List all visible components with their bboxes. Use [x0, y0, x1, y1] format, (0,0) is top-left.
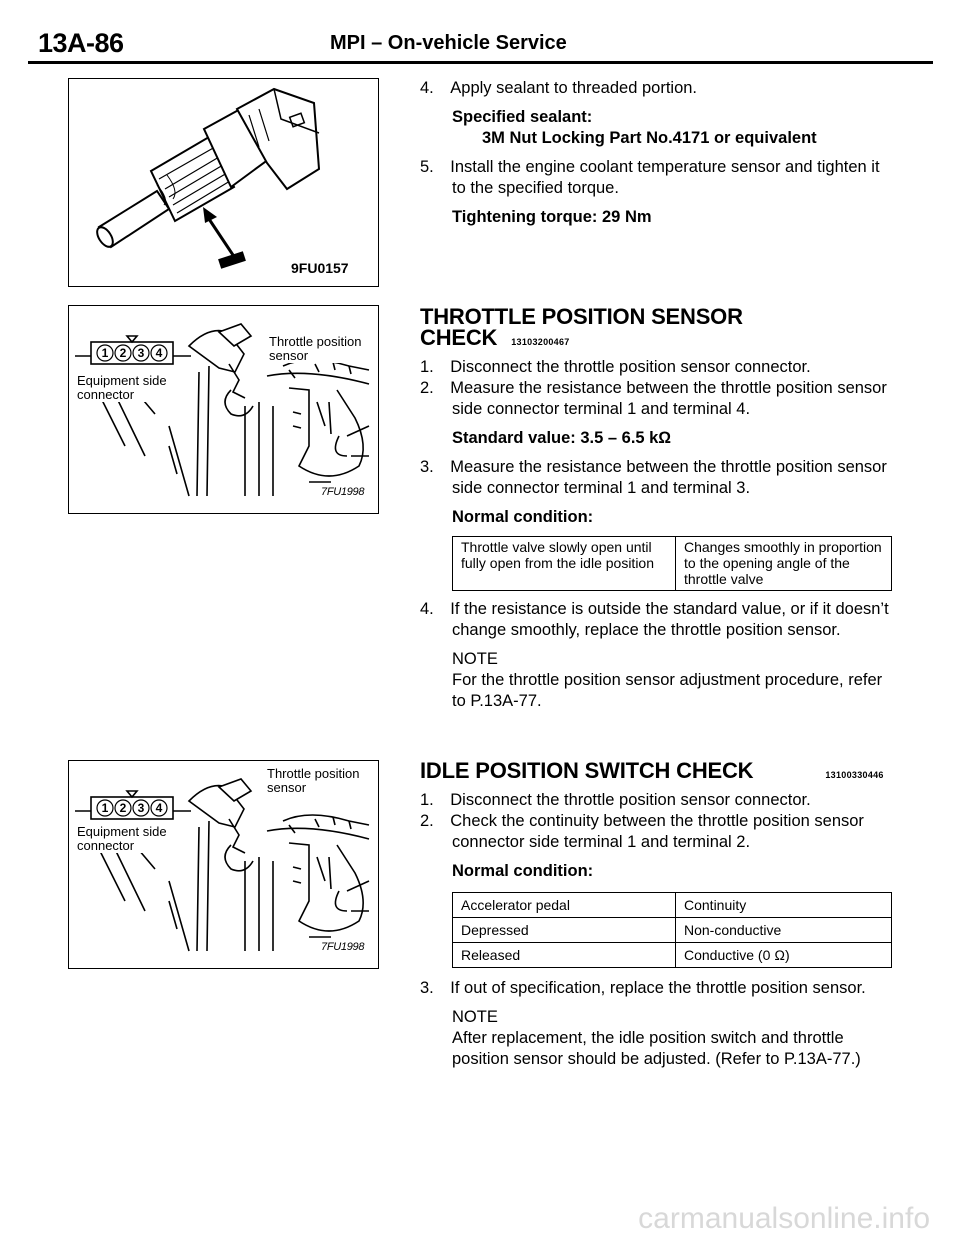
terminal-label: 4: [155, 346, 163, 360]
terminal-label: 4: [155, 801, 163, 815]
table-row: [453, 537, 892, 591]
tightening-torque: Tightening torque: 29 Nm: [452, 208, 652, 226]
normal-condition-table: [452, 536, 892, 591]
terminal-label: 2: [119, 346, 127, 360]
standard-value: Standard value: 3.5 – 6.5 kΩ: [452, 429, 672, 447]
note-label: NOTE: [452, 1008, 498, 1026]
step-1: 1. Disconnect the throttle position sensor connector.: [420, 791, 811, 809]
step-4: 4. If the resistance is outside the standard value, or if it doesn’t change smoothly, replace the throttle position sensor.: [420, 600, 889, 639]
table-cell: Non-conductive: [676, 918, 892, 943]
section-heading: THROTTLE POSITION SENSOR CHECK 13103200467: [420, 304, 743, 350]
note-text: After replacement, the idle position switch and throttle position sensor should be adjusted. (Refer to P.13A-77.): [452, 1029, 861, 1068]
figure-code: 7FU1998: [321, 941, 365, 953]
label-throttle-position-sensor: Throttle position sensor: [269, 335, 375, 363]
watermark: carmanualsonline.info: [638, 1202, 930, 1235]
step-2: 2. Measure the resistance between the throttle position sensor side connector terminal 1 and terminal 4.: [420, 379, 887, 418]
section-coolant-install: [420, 78, 892, 228]
table-cell: Conductive (0 Ω): [676, 943, 892, 968]
section-ips-check: [420, 760, 892, 1070]
note-text: For the throttle position sensor adjustment procedure, refer to P.13A-77.: [452, 671, 883, 710]
table-cell: Released: [453, 943, 676, 968]
header-rule: [28, 61, 933, 64]
step-4: 4. Apply sealant to threaded portion.: [420, 79, 698, 97]
sealant-value: 3M Nut Locking Part No.4171 or equivalent: [482, 129, 817, 147]
figure-tps-connector-1: [68, 305, 379, 514]
figure-code: 9FU0157: [291, 260, 349, 276]
step-3: 3. Measure the resistance between the throttle position sensor side connector terminal 1 and terminal 3.: [420, 458, 887, 497]
coolant-sensor-illustration: [69, 79, 378, 286]
terminal-label: 1: [101, 346, 109, 360]
table-row: [453, 918, 892, 943]
section-code: 13103200467: [511, 337, 570, 347]
normal-condition-label: Normal condition:: [452, 862, 594, 880]
figure-tps-connector-2: [68, 760, 379, 969]
terminal-label: 2: [119, 801, 127, 815]
figure-code: 7FU1998: [321, 486, 365, 498]
table-row: [453, 893, 892, 918]
section-code: 13100330446: [825, 770, 884, 780]
table-cell: Changes smoothly in proportion to the opening angle of the throttle valve: [676, 537, 892, 591]
normal-condition-table: [452, 892, 892, 968]
terminal-label: 3: [137, 346, 145, 360]
page-title: MPI – On-vehicle Service: [330, 32, 567, 54]
step-2: 2. Check the continuity between the throttle position sensor connector side terminal 1 and terminal 2.: [420, 812, 864, 851]
label-equipment-side-connector: Equipment side connector: [77, 825, 187, 853]
normal-condition-label: Normal condition:: [452, 508, 594, 526]
step-3: 3. If out of specification, replace the throttle position sensor.: [420, 979, 866, 997]
table-row: [453, 943, 892, 968]
step-5: 5. Install the engine coolant temperature sensor and tighten it to the specified torque.: [420, 158, 880, 197]
label-throttle-position-sensor: Throttle position sensor: [267, 767, 373, 795]
section-tps-check: [420, 306, 892, 712]
terminal-label: 3: [137, 801, 145, 815]
note-label: NOTE: [452, 650, 498, 668]
sealant-label: Specified sealant:: [452, 108, 593, 126]
terminal-label: 1: [101, 801, 109, 815]
table-cell: Accelerator pedal: [453, 893, 676, 918]
label-equipment-side-connector: Equipment side connector: [77, 374, 187, 402]
step-1: 1. Disconnect the throttle position sensor connector.: [420, 358, 811, 376]
table-cell: Continuity: [676, 893, 892, 918]
table-cell: Depressed: [453, 918, 676, 943]
page-number: 13A-86: [38, 28, 124, 58]
table-cell: Throttle valve slowly open until fully open from the idle position: [453, 537, 676, 591]
figure-coolant-sensor: [68, 78, 379, 287]
section-heading: IDLE POSITION SWITCH CHECK 13100330446: [420, 758, 884, 783]
